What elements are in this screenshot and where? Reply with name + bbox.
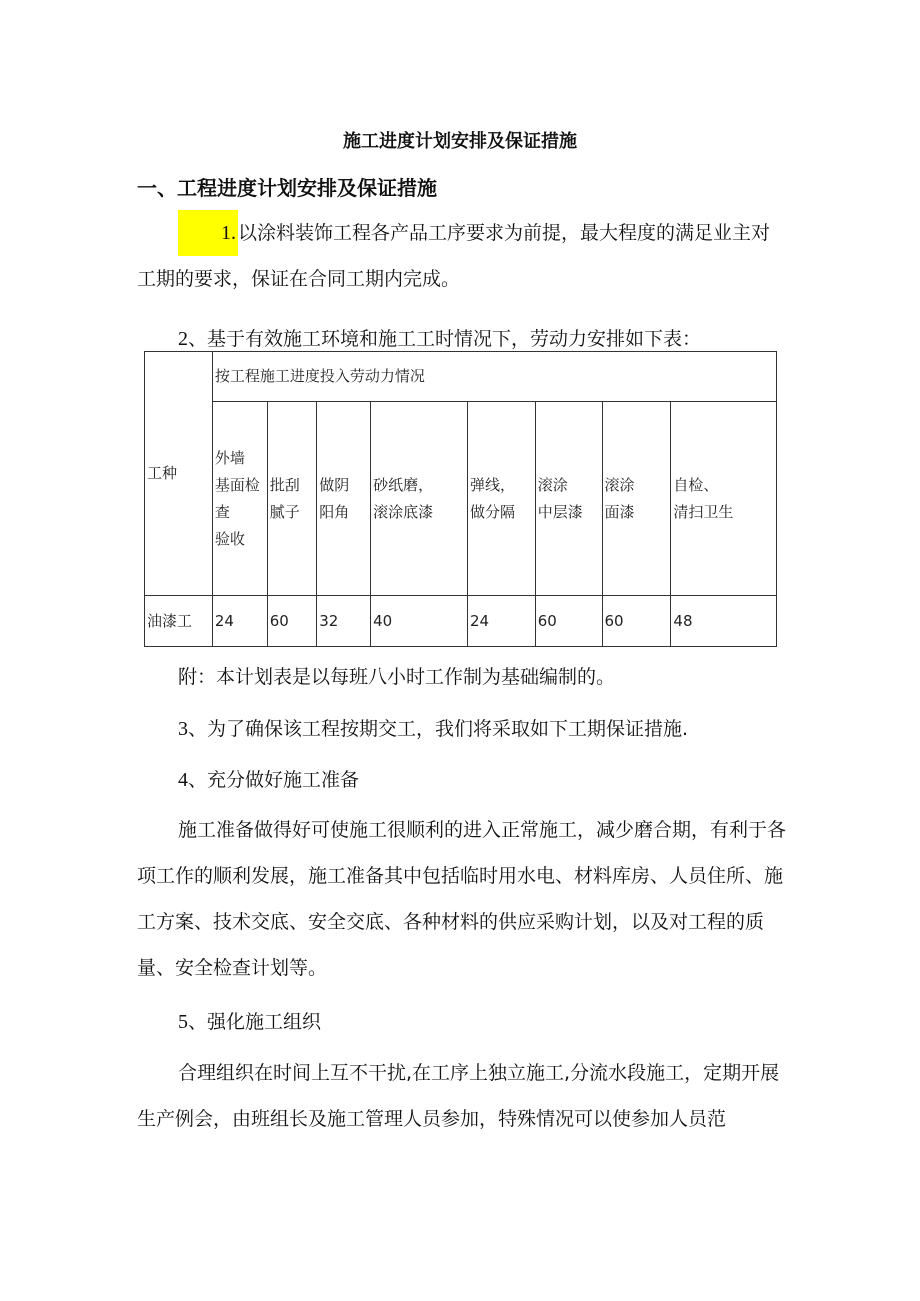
table-cell: 24 xyxy=(212,596,267,647)
table-column-header xyxy=(212,402,267,596)
paragraph-3-number: 3 xyxy=(178,718,188,740)
table-cell: 60 xyxy=(602,596,671,647)
document-title: 施工进度计划安排及保证措施 xyxy=(343,131,577,152)
table-column-header xyxy=(467,402,535,596)
paragraph-5-number: 5 xyxy=(178,1011,188,1033)
paragraph-2-number: 2 xyxy=(178,328,188,350)
paragraph-3 xyxy=(137,706,787,752)
paragraph-4-number: 4 xyxy=(178,769,188,791)
table-column-header xyxy=(267,402,317,596)
labor-table xyxy=(144,351,777,647)
paragraph-1-text: 以涂料装饰工程各产品工序要求为前提，最大程度的满足业主对工期的要求，保证在合同工期内完成。 xyxy=(137,222,771,290)
table-column-header xyxy=(317,402,371,596)
table-group-header: 按工程施工进度投入劳动力情况 xyxy=(212,352,776,402)
table-cell-job: 油漆工 xyxy=(145,596,213,647)
column-header-text: 做阴 阳角 xyxy=(319,475,350,521)
table-column-header-row xyxy=(145,402,777,596)
column-header-text: 弹线， 做分隔 xyxy=(469,475,515,521)
paragraph-1 xyxy=(137,210,787,302)
table-column-header xyxy=(671,402,777,596)
paragraph-2-text: 、基于有效施工环境和施工工时情况下，劳动力安排如下表： xyxy=(188,328,702,350)
column-header-text: 自检、 清扫卫生 xyxy=(673,475,734,521)
column-header-text: 外墙 基面检 查 验收 xyxy=(214,448,260,548)
column-header-text: 批刮 腻子 xyxy=(269,475,300,521)
paragraph-1-number: 1. xyxy=(178,210,238,256)
table-cell: 24 xyxy=(467,596,535,647)
column-header-text: 砂纸磨， 滚涂底漆 xyxy=(373,475,434,521)
column-header-text: 滚涂 面漆 xyxy=(604,475,635,521)
table-column-header xyxy=(535,402,602,596)
table-row xyxy=(145,596,777,647)
section-heading: 一、工程进度计划安排及保证措施 xyxy=(137,176,437,200)
table-cell: 60 xyxy=(267,596,317,647)
column-header-text: 滚涂 中层漆 xyxy=(537,475,583,521)
table-cell: 40 xyxy=(371,596,468,647)
paragraph-3-text: 、为了确保该工程按期交工，我们将采取如下工期保证措施. xyxy=(188,718,689,740)
paragraph-5-text: 、强化施工组织 xyxy=(188,1011,322,1033)
table-cell: 32 xyxy=(317,596,371,647)
paragraph-4-body: 施工准备做得好可使施工很顺利的进入正常施工，减少磨合期，有利于各项工作的顺利发展，施工准备其中包括临时用水电、材料库房、人员住所、施工方案、技术交底、安全交底、各种材料的供应采购计划，以及对工程的质量、安全检查计划等。 xyxy=(137,819,787,979)
table-column-header xyxy=(371,402,468,596)
table-cell: 48 xyxy=(671,596,777,647)
table-cell: 60 xyxy=(535,596,602,647)
paragraph-5-body: 合理组织在时间上互不干扰,在工序上独立施工,分流水段施工，定期开展生产例会，由班组长及施工管理人员参加，特殊情况可以使参加人员范 xyxy=(137,1062,780,1130)
paragraph-4-text: 、充分做好施工准备 xyxy=(188,769,360,791)
paragraph-4 xyxy=(137,757,787,803)
table-header-row xyxy=(145,352,777,402)
table-row-header: 工种 xyxy=(145,352,213,596)
paragraph-5 xyxy=(137,999,787,1045)
table-column-header xyxy=(602,402,671,596)
table-note: 附：本计划表是以每班八小时工作制为基础编制的。 xyxy=(178,666,616,688)
